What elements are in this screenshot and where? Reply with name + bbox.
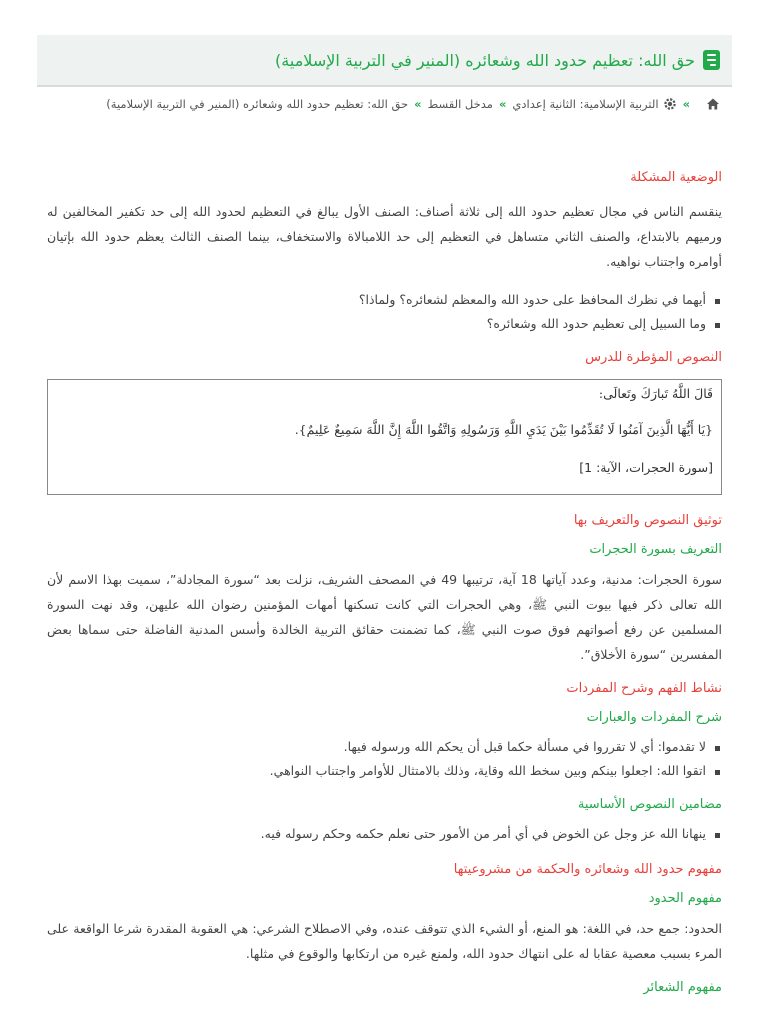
hudud-paragraph: الحدود: جمع حد، في اللغة: هو المنع، أو الشيء الذي تتوقف عنده، وفي الاصطلاح الشرعي: هي العقوبة المقدرة شرعا الواقعة على المرء بسبب معصية عقابا له على انتهاك حدود الله، ولمنع غيره من ارتكابها والوقوع في مثلها.: [47, 921, 722, 961]
breadcrumb-item-current: حق الله: تعظيم حدود الله وشعائره (المنير في التربية الإسلامية): [106, 97, 409, 111]
list-item: أيهما في نظرك المحافظ على حدود الله والمعظم لشعائره؟ ولماذا؟: [47, 288, 722, 312]
subheading-surah-intro: التعريف بسورة الحجرات: [589, 542, 722, 557]
section-heading-documentation: توثيق النصوص والتعريف بها: [573, 513, 722, 528]
verse-reference: [سورة الحجرات، الآية: 1]: [579, 460, 713, 475]
document-icon: [703, 50, 720, 70]
home-icon[interactable]: [706, 97, 720, 111]
surah-paragraph: سورة الحجرات: مدنية، وعدد آياتها 18 آية، ترتيبها 49 في المصحف الشريف، نزلت بعد “سورة المجادلة”، سميت بهذا الاسم لأن الله تعالى ذكر فيها بيوت النبي ﷺ، وهي الحجرات التي كانت تسكنها أمهات المؤمنين رضوان الله عليهن، وقد نهت السورة المسلمين عن رفع أصواتهم فوق صوت النبي ﷺ، كما تضمنت حقائق التربية الخالدة وأسس المدنية الفاضلة حتى سماها بعض المفسرين “سورة الأخلاق”.: [47, 572, 723, 662]
subheading-vocabulary: شرح المفردات والعبارات: [586, 710, 722, 725]
breadcrumb-separator: »: [682, 97, 690, 111]
problem-paragraph: ينقسم الناس في مجال تعظيم حدود الله إلى ثلاثة أصناف: الصنف الأول يبالغ في التعظيم لحدود الله إلى حد تكفير المخالفين له ورميهم بالابتداع، والصنف الثاني متساهل في التعظيم إلى حد اللامبالاة والاستخفاف، بينما الصنف الثالث يعظم حدود الله بإتيان أوامره واجتناب نواهيه.: [47, 204, 722, 269]
section-heading-problem: الوضعية المشكلة: [630, 170, 722, 185]
list-item: لا تقدموا: أي لا تقرروا في مسألة حكما قبل أن يحكم الله ورسوله فيها.: [47, 735, 722, 759]
list-item: وما السبيل إلى تعظيم حدود الله وشعائره؟: [47, 312, 722, 336]
breadcrumb-separator: »: [414, 97, 422, 111]
section-heading-understanding: نشاط الفهم وشرح المفردات: [566, 681, 722, 696]
breadcrumb-item-subject[interactable]: التربية الإسلامية: الثانية إعدادي: [512, 97, 659, 111]
page-title: حق الله: تعظيم حدود الله وشعائره (المنير في التربية الإسلامية): [275, 50, 695, 70]
vocabulary-list: [47, 735, 722, 783]
page-header: [37, 35, 732, 87]
section-heading-concept: مفهوم حدود الله وشعائره والحكمة من مشروعيتها: [453, 862, 722, 877]
section-heading-texts: النصوص المؤطرة للدرس: [585, 350, 722, 365]
gear-icon: [663, 97, 677, 111]
problem-questions: [47, 288, 722, 336]
list-item: ينهانا الله عز وجل عن الخوض في أي أمر من الأمور حتى نعلم حكمه وحكم رسوله فيه.: [47, 822, 722, 846]
subheading-shaair: مفهوم الشعائر: [643, 980, 722, 995]
lesson-content: [47, 170, 722, 1005]
breadcrumb-separator: »: [498, 97, 507, 111]
quote-intro: قَالَ اللَّهُ تَبارَكَ وتَعالَى:: [598, 386, 713, 401]
quran-quote-box: [47, 379, 722, 495]
contents-list: [47, 822, 722, 846]
breadcrumb: [60, 97, 720, 111]
subheading-hudud: مفهوم الحدود: [648, 891, 722, 906]
list-item: اتقوا الله: اجعلوا بينكم وبين سخط الله وقاية، وذلك بالامتثال للأوامر واجتناب النواهي.: [47, 759, 722, 783]
quran-verse: {يَا أَيُّهَا الَّذِينَ آمَنُوا لَا تُقَدِّمُوا بَيْنَ يَدَيِ اللَّهِ وَرَسُولِهِ وَاتَّقُوا اللَّهَ إِنَّ اللَّهَ سَمِيعٌ عَلِيمٌ}.: [294, 422, 713, 437]
subheading-contents: مضامين النصوص الأساسية: [577, 797, 722, 812]
breadcrumb-item-unit[interactable]: مدخل القسط: [427, 97, 493, 111]
